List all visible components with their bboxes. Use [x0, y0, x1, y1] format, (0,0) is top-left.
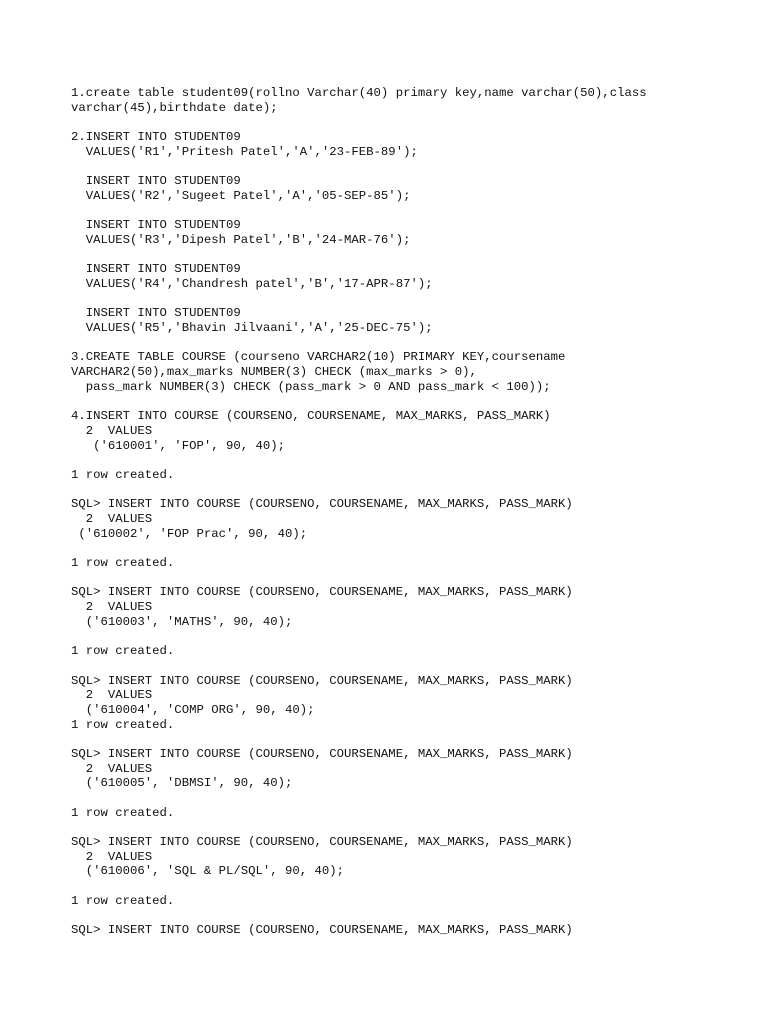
blank-line — [71, 248, 731, 263]
text-line: ('610004', 'COMP ORG', 90, 40); — [71, 702, 315, 717]
text-line: SQL> INSERT INTO COURSE (COURSENO, COURSENAME, MAX_MARKS, PASS_MARK) — [71, 497, 573, 512]
blank-line — [71, 629, 731, 644]
document-body — [71, 86, 731, 938]
text-line: INSERT INTO STUDENT09 — [71, 174, 241, 189]
text-line: 2 VALUES — [71, 761, 153, 776]
text-line: ('610001', 'FOP', 90, 40); — [71, 438, 286, 453]
blank-line — [71, 336, 731, 351]
text-line: INSERT INTO STUDENT09 — [71, 262, 241, 277]
text-line: SQL> INSERT INTO COURSE (COURSENO, COURSENAME, MAX_MARKS, PASS_MARK) — [71, 923, 573, 938]
text-line: VALUES('R2','Sugeet Patel','A','05-SEP-85'); — [71, 188, 411, 203]
text-line: SQL> INSERT INTO COURSE (COURSENO, COURSENAME, MAX_MARKS, PASS_MARK) — [71, 746, 573, 761]
text-line: INSERT INTO STUDENT09 — [71, 218, 241, 233]
blank-line — [71, 791, 731, 806]
blank-line — [71, 115, 731, 130]
text-line: 4.INSERT INTO COURSE (COURSENO, COURSENAME, MAX_MARKS, PASS_MARK) — [71, 409, 551, 424]
text-line: 2.INSERT INTO STUDENT09 — [71, 130, 241, 145]
text-line: VALUES('R3','Dipesh Patel','B','24-MAR-76'); — [71, 232, 411, 247]
text-line: SQL> INSERT INTO COURSE (COURSENO, COURSENAME, MAX_MARKS, PASS_MARK) — [71, 835, 573, 850]
blank-line — [71, 483, 731, 498]
text-line: 1 row created. — [71, 805, 175, 820]
text-line: VALUES('R5','Bhavin Jilvaani','A','25-DEC-75'); — [71, 321, 433, 335]
blank-line — [71, 204, 731, 219]
blank-line — [71, 292, 731, 307]
text-line: 2 VALUES — [71, 511, 153, 526]
blank-line — [71, 732, 731, 747]
text-line: pass_mark NUMBER(3) CHECK (pass_mark > 0 AND pass_mark < 100)); — [71, 379, 551, 394]
text-line: 1 row created. — [71, 644, 175, 659]
text-line: VALUES('R1','Pritesh Patel','A','23-FEB-89'); — [71, 144, 418, 159]
blank-line — [71, 159, 731, 174]
text-line: SQL> INSERT INTO COURSE (COURSENO, COURSENAME, MAX_MARKS, PASS_MARK) — [71, 673, 573, 688]
text-line: 2 VALUES — [71, 849, 153, 864]
blank-line — [71, 659, 731, 674]
text-line: 2 VALUES — [71, 600, 153, 615]
text-line: ('610003', 'MATHS', 90, 40); — [71, 614, 293, 629]
text-line: 2 VALUES — [71, 688, 153, 703]
text-line: INSERT INTO STUDENT09 — [71, 306, 241, 321]
blank-line — [71, 820, 731, 835]
blank-line — [71, 909, 731, 924]
text-line: ('610006', 'SQL & PL/SQL', 90, 40); — [71, 864, 345, 879]
blank-line — [71, 571, 731, 586]
blank-line — [71, 394, 731, 409]
text-line: 1.create table student09(rollno Varchar(40) primary key,name varchar(50),class — [71, 86, 647, 100]
blank-line — [71, 879, 731, 894]
blank-line — [71, 541, 731, 556]
text-line: SQL> INSERT INTO COURSE (COURSENO, COURSENAME, MAX_MARKS, PASS_MARK) — [71, 585, 573, 600]
text-line: 1 row created. — [71, 556, 175, 570]
text-line: 1 row created. — [71, 467, 175, 482]
text-line: ('610005', 'DBMSI', 90, 40); — [71, 776, 293, 791]
text-line: 3.CREATE TABLE COURSE (courseno VARCHAR2(10) PRIMARY KEY,coursename — [71, 350, 566, 365]
text-line: VALUES('R4','Chandresh patel','B','17-APR-87'); — [71, 276, 433, 291]
text-line: 1 row created. — [71, 717, 175, 732]
text-line: VARCHAR2(50),max_marks NUMBER(3) CHECK (max_marks > 0), — [71, 365, 477, 380]
blank-line — [71, 453, 731, 468]
text-line: 1 row created. — [71, 893, 175, 908]
text-line: varchar(45),birthdate date); — [71, 100, 278, 115]
text-line: 2 VALUES — [71, 423, 153, 438]
text-line: ('610002', 'FOP Prac', 90, 40); — [71, 526, 308, 541]
